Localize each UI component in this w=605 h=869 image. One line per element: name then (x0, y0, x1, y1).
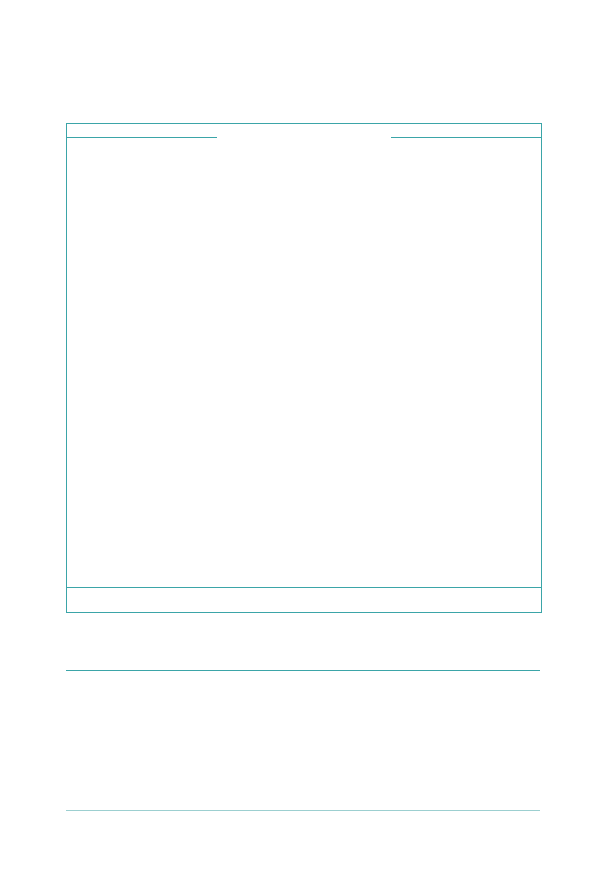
box-header (67, 124, 541, 150)
chart-ev-plot (232, 416, 382, 586)
chart-energy-intensity (387, 386, 541, 586)
chart-ev-sales (232, 386, 382, 586)
chart-capacity-plot (67, 416, 227, 586)
chart-capacity (67, 386, 227, 586)
box-divider (67, 587, 541, 588)
footer-rule (66, 810, 540, 811)
chart-intensity-plot (387, 416, 541, 586)
priority-action-box (66, 123, 542, 613)
section-rule (66, 670, 540, 671)
